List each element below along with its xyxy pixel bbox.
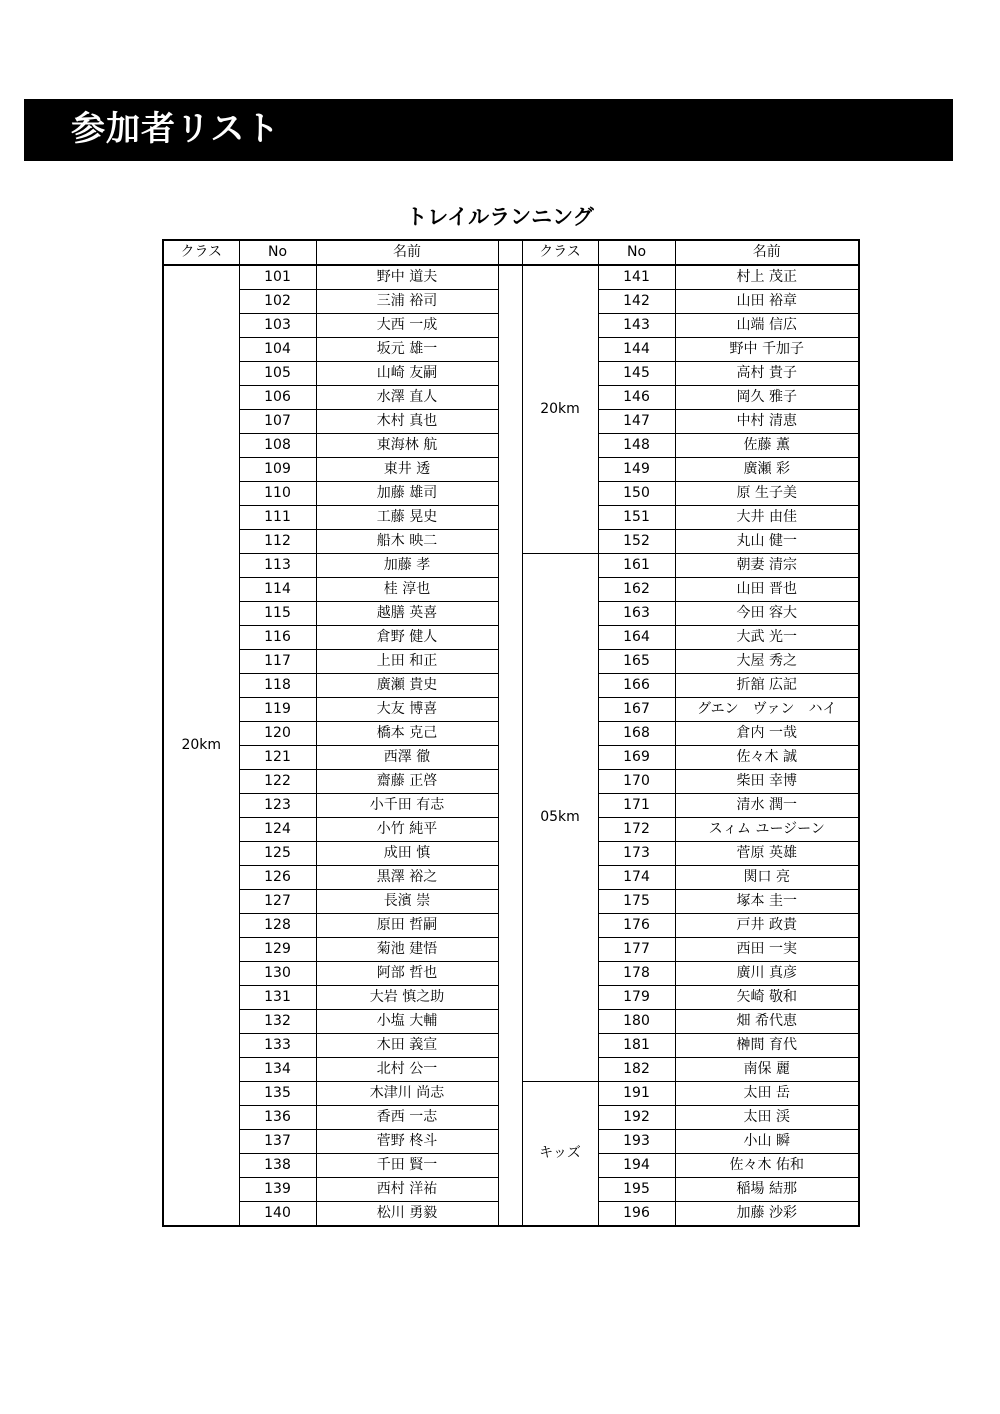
column-gap <box>498 1130 522 1154</box>
header-class-left: クラス <box>163 240 239 265</box>
bib-number: 191 <box>598 1082 675 1106</box>
column-gap <box>498 1106 522 1130</box>
participant-name: 西田 一実 <box>675 938 859 962</box>
bib-number: 196 <box>598 1202 675 1227</box>
participant-name: 清水 潤一 <box>675 794 859 818</box>
bib-number: 178 <box>598 962 675 986</box>
header-no-right: No <box>598 240 675 265</box>
table-row <box>163 386 859 410</box>
bib-number: 182 <box>598 1058 675 1082</box>
participant-table <box>162 239 860 1227</box>
bib-number: 145 <box>598 362 675 386</box>
bib-number: 136 <box>239 1106 316 1130</box>
participant-name: 大西 一成 <box>316 314 498 338</box>
bib-number: 102 <box>239 290 316 314</box>
table-body <box>163 265 859 1226</box>
column-gap <box>498 986 522 1010</box>
table-row <box>163 410 859 434</box>
table-row <box>163 458 859 482</box>
participant-name: 長濱 崇 <box>316 890 498 914</box>
column-gap <box>498 794 522 818</box>
table-row <box>163 818 859 842</box>
participant-name: 阿部 哲也 <box>316 962 498 986</box>
bib-number: 127 <box>239 890 316 914</box>
column-gap <box>498 1178 522 1202</box>
bib-number: 115 <box>239 602 316 626</box>
table-row <box>163 866 859 890</box>
table-row <box>163 1106 859 1130</box>
bib-number: 170 <box>598 770 675 794</box>
participant-name: 香西 一志 <box>316 1106 498 1130</box>
participant-name: 塚本 圭一 <box>675 890 859 914</box>
participant-name: 佐々木 佑和 <box>675 1154 859 1178</box>
participant-name: 山田 晋也 <box>675 578 859 602</box>
participant-name: 廣瀬 彩 <box>675 458 859 482</box>
participant-name: 原田 哲嗣 <box>316 914 498 938</box>
participant-name: 木村 真也 <box>316 410 498 434</box>
event-subtitle: トレイルランニング <box>406 205 594 229</box>
participant-name: スィム ユージーン <box>675 818 859 842</box>
column-gap <box>498 410 522 434</box>
table-row <box>163 290 859 314</box>
bib-number: 112 <box>239 530 316 554</box>
header-name-right: 名前 <box>675 240 859 265</box>
bib-number: 111 <box>239 506 316 530</box>
bib-number: 149 <box>598 458 675 482</box>
participant-name: 野中 道夫 <box>316 265 498 290</box>
column-gap <box>498 240 522 265</box>
column-gap <box>498 842 522 866</box>
bib-number: 118 <box>239 674 316 698</box>
participant-name: 山端 信広 <box>675 314 859 338</box>
bib-number: 176 <box>598 914 675 938</box>
participant-name: 太田 岳 <box>675 1082 859 1106</box>
participant-name: 齋藤 正啓 <box>316 770 498 794</box>
bib-number: 137 <box>239 1130 316 1154</box>
column-gap <box>498 314 522 338</box>
column-gap <box>498 722 522 746</box>
participant-name: 東井 透 <box>316 458 498 482</box>
bib-number: 172 <box>598 818 675 842</box>
table-row <box>163 362 859 386</box>
column-gap <box>498 482 522 506</box>
participant-name: 菅原 英雄 <box>675 842 859 866</box>
bib-number: 125 <box>239 842 316 866</box>
bib-number: 195 <box>598 1178 675 1202</box>
table-row <box>163 698 859 722</box>
participant-name: 岡久 雅子 <box>675 386 859 410</box>
bib-number: 113 <box>239 554 316 578</box>
participant-name: 丸山 健一 <box>675 530 859 554</box>
table-header-row <box>163 240 859 265</box>
table-row <box>163 1082 859 1106</box>
participant-name: 高村 貴子 <box>675 362 859 386</box>
bib-number: 181 <box>598 1034 675 1058</box>
table-row <box>163 506 859 530</box>
bib-number: 103 <box>239 314 316 338</box>
participant-name: 上田 和正 <box>316 650 498 674</box>
column-gap <box>498 602 522 626</box>
column-gap <box>498 914 522 938</box>
table-row <box>163 890 859 914</box>
bib-number: 142 <box>598 290 675 314</box>
participant-name: 加藤 孝 <box>316 554 498 578</box>
column-gap <box>498 265 522 290</box>
header-no-left: No <box>239 240 316 265</box>
participant-name: 榊間 育代 <box>675 1034 859 1058</box>
table-row <box>163 1130 859 1154</box>
bib-number: 177 <box>598 938 675 962</box>
participant-name: 倉内 一哉 <box>675 722 859 746</box>
table-row <box>163 722 859 746</box>
participant-name: 三浦 裕司 <box>316 290 498 314</box>
participant-name: 廣瀬 貴史 <box>316 674 498 698</box>
table-row <box>163 986 859 1010</box>
bib-number: 104 <box>239 338 316 362</box>
table-row <box>163 914 859 938</box>
table-row <box>163 650 859 674</box>
participant-name: 関口 亮 <box>675 866 859 890</box>
table-row <box>163 1178 859 1202</box>
participant-name: 山崎 友嗣 <box>316 362 498 386</box>
bib-number: 129 <box>239 938 316 962</box>
bib-number: 143 <box>598 314 675 338</box>
table-row <box>163 962 859 986</box>
column-gap <box>498 1082 522 1106</box>
bib-number: 168 <box>598 722 675 746</box>
bib-number: 165 <box>598 650 675 674</box>
participant-name: 倉野 健人 <box>316 626 498 650</box>
participant-name: 大武 光一 <box>675 626 859 650</box>
participant-name: 木津川 尚志 <box>316 1082 498 1106</box>
column-gap <box>498 626 522 650</box>
bib-number: 150 <box>598 482 675 506</box>
bib-number: 152 <box>598 530 675 554</box>
bib-number: 126 <box>239 866 316 890</box>
table-row <box>163 1058 859 1082</box>
bib-number: 166 <box>598 674 675 698</box>
title-banner <box>24 99 953 161</box>
bib-number: 122 <box>239 770 316 794</box>
bib-number: 164 <box>598 626 675 650</box>
participant-name: 山田 裕章 <box>675 290 859 314</box>
participant-name: 橋本 克己 <box>316 722 498 746</box>
column-gap <box>498 578 522 602</box>
bib-number: 109 <box>239 458 316 482</box>
bib-number: 146 <box>598 386 675 410</box>
table-row <box>163 602 859 626</box>
participant-name: グエン ヴァン ハイ <box>675 698 859 722</box>
participant-name: 北村 公一 <box>316 1058 498 1082</box>
participant-name: 西澤 徹 <box>316 746 498 770</box>
column-gap <box>498 386 522 410</box>
column-gap <box>498 362 522 386</box>
bib-number: 124 <box>239 818 316 842</box>
table-row <box>163 530 859 554</box>
bib-number: 139 <box>239 1178 316 1202</box>
bib-number: 147 <box>598 410 675 434</box>
column-gap <box>498 650 522 674</box>
participant-name: 稲場 結那 <box>675 1178 859 1202</box>
column-gap <box>498 674 522 698</box>
bib-number: 151 <box>598 506 675 530</box>
participant-name: 村上 茂正 <box>675 265 859 290</box>
class-cell: 20km <box>522 265 598 554</box>
bib-number: 130 <box>239 962 316 986</box>
bib-number: 148 <box>598 434 675 458</box>
bib-number: 171 <box>598 794 675 818</box>
table-row <box>163 314 859 338</box>
bib-number: 123 <box>239 794 316 818</box>
column-gap <box>498 554 522 578</box>
participant-name: 黒澤 裕之 <box>316 866 498 890</box>
participant-name: 松川 勇毅 <box>316 1202 498 1227</box>
bib-number: 174 <box>598 866 675 890</box>
participant-name: 矢崎 敬和 <box>675 986 859 1010</box>
table-row <box>163 434 859 458</box>
participant-name: 桂 淳也 <box>316 578 498 602</box>
column-gap <box>498 698 522 722</box>
bib-number: 114 <box>239 578 316 602</box>
bib-number: 162 <box>598 578 675 602</box>
participant-name: 小竹 純平 <box>316 818 498 842</box>
header-name-left: 名前 <box>316 240 498 265</box>
participant-name: 越膳 英喜 <box>316 602 498 626</box>
bib-number: 163 <box>598 602 675 626</box>
participant-name: 船木 映二 <box>316 530 498 554</box>
column-gap <box>498 338 522 362</box>
table-row <box>163 554 859 578</box>
participant-name: 原 生子美 <box>675 482 859 506</box>
bib-number: 131 <box>239 986 316 1010</box>
participant-name: 大屋 秀之 <box>675 650 859 674</box>
participant-name: 大岩 慎之助 <box>316 986 498 1010</box>
column-gap <box>498 1202 522 1227</box>
table-row <box>163 1010 859 1034</box>
column-gap <box>498 458 522 482</box>
participant-name: 柴田 幸博 <box>675 770 859 794</box>
bib-number: 110 <box>239 482 316 506</box>
participant-name: 太田 渓 <box>675 1106 859 1130</box>
bib-number: 132 <box>239 1010 316 1034</box>
bib-number: 192 <box>598 1106 675 1130</box>
page-title: 参加者リスト <box>71 109 281 149</box>
participant-name: 水澤 直人 <box>316 386 498 410</box>
column-gap <box>498 1010 522 1034</box>
participant-name: 今田 容大 <box>675 602 859 626</box>
column-gap <box>498 938 522 962</box>
bib-number: 133 <box>239 1034 316 1058</box>
table-row <box>163 1154 859 1178</box>
column-gap <box>498 530 522 554</box>
bib-number: 167 <box>598 698 675 722</box>
participant-name: 菊池 建悟 <box>316 938 498 962</box>
participant-name: 小千田 有志 <box>316 794 498 818</box>
table-row <box>163 1034 859 1058</box>
column-gap <box>498 746 522 770</box>
bib-number: 107 <box>239 410 316 434</box>
table-row <box>163 770 859 794</box>
participant-name: 廣川 真彦 <box>675 962 859 986</box>
column-gap <box>498 818 522 842</box>
participant-name: 南保 麗 <box>675 1058 859 1082</box>
participant-name: 中村 清恵 <box>675 410 859 434</box>
class-cell: 20km <box>163 265 239 1226</box>
bib-number: 144 <box>598 338 675 362</box>
bib-number: 169 <box>598 746 675 770</box>
bib-number: 128 <box>239 914 316 938</box>
class-cell: 05km <box>522 554 598 1082</box>
bib-number: 106 <box>239 386 316 410</box>
participant-name: 坂元 雄一 <box>316 338 498 362</box>
participant-name: 朝妻 清宗 <box>675 554 859 578</box>
participant-name: 小山 瞬 <box>675 1130 859 1154</box>
participant-name: 戸井 政貴 <box>675 914 859 938</box>
bib-number: 180 <box>598 1010 675 1034</box>
column-gap <box>498 962 522 986</box>
bib-number: 161 <box>598 554 675 578</box>
table-row <box>163 938 859 962</box>
participant-name: 野中 千加子 <box>675 338 859 362</box>
bib-number: 101 <box>239 265 316 290</box>
participant-name: 西村 洋祐 <box>316 1178 498 1202</box>
table-row <box>163 674 859 698</box>
column-gap <box>498 434 522 458</box>
column-gap <box>498 506 522 530</box>
participant-name: 東海林 航 <box>316 434 498 458</box>
bib-number: 108 <box>239 434 316 458</box>
participant-name: 小塩 大輔 <box>316 1010 498 1034</box>
table-row <box>163 338 859 362</box>
class-cell: キッズ <box>522 1082 598 1227</box>
participant-name: 工藤 晃史 <box>316 506 498 530</box>
bib-number: 105 <box>239 362 316 386</box>
bib-number: 138 <box>239 1154 316 1178</box>
bib-number: 134 <box>239 1058 316 1082</box>
column-gap <box>498 1154 522 1178</box>
header-class-right: クラス <box>522 240 598 265</box>
bib-number: 175 <box>598 890 675 914</box>
table-row <box>163 578 859 602</box>
table-row <box>163 265 859 290</box>
bib-number: 117 <box>239 650 316 674</box>
column-gap <box>498 866 522 890</box>
bib-number: 141 <box>598 265 675 290</box>
table-row <box>163 794 859 818</box>
participant-name: 大井 由佳 <box>675 506 859 530</box>
bib-number: 173 <box>598 842 675 866</box>
bib-number: 119 <box>239 698 316 722</box>
table-row <box>163 1202 859 1227</box>
bib-number: 120 <box>239 722 316 746</box>
participant-name: 成田 慎 <box>316 842 498 866</box>
table-row <box>163 482 859 506</box>
participant-name: 佐々木 誠 <box>675 746 859 770</box>
bib-number: 179 <box>598 986 675 1010</box>
column-gap <box>498 890 522 914</box>
column-gap <box>498 1034 522 1058</box>
table-row <box>163 842 859 866</box>
bib-number: 121 <box>239 746 316 770</box>
participant-name: 木田 義宣 <box>316 1034 498 1058</box>
column-gap <box>498 1058 522 1082</box>
column-gap <box>498 770 522 794</box>
participant-name: 折舘 広記 <box>675 674 859 698</box>
bib-number: 194 <box>598 1154 675 1178</box>
participant-name: 加藤 沙彩 <box>675 1202 859 1227</box>
participant-name: 菅野 柊斗 <box>316 1130 498 1154</box>
column-gap <box>498 290 522 314</box>
bib-number: 140 <box>239 1202 316 1227</box>
bib-number: 116 <box>239 626 316 650</box>
table-row <box>163 746 859 770</box>
bib-number: 193 <box>598 1130 675 1154</box>
table-row <box>163 626 859 650</box>
participant-name: 佐藤 薫 <box>675 434 859 458</box>
bib-number: 135 <box>239 1082 316 1106</box>
participant-name: 加藤 雄司 <box>316 482 498 506</box>
participant-name: 千田 賢一 <box>316 1154 498 1178</box>
participant-name: 畑 希代恵 <box>675 1010 859 1034</box>
participant-name: 大友 博喜 <box>316 698 498 722</box>
